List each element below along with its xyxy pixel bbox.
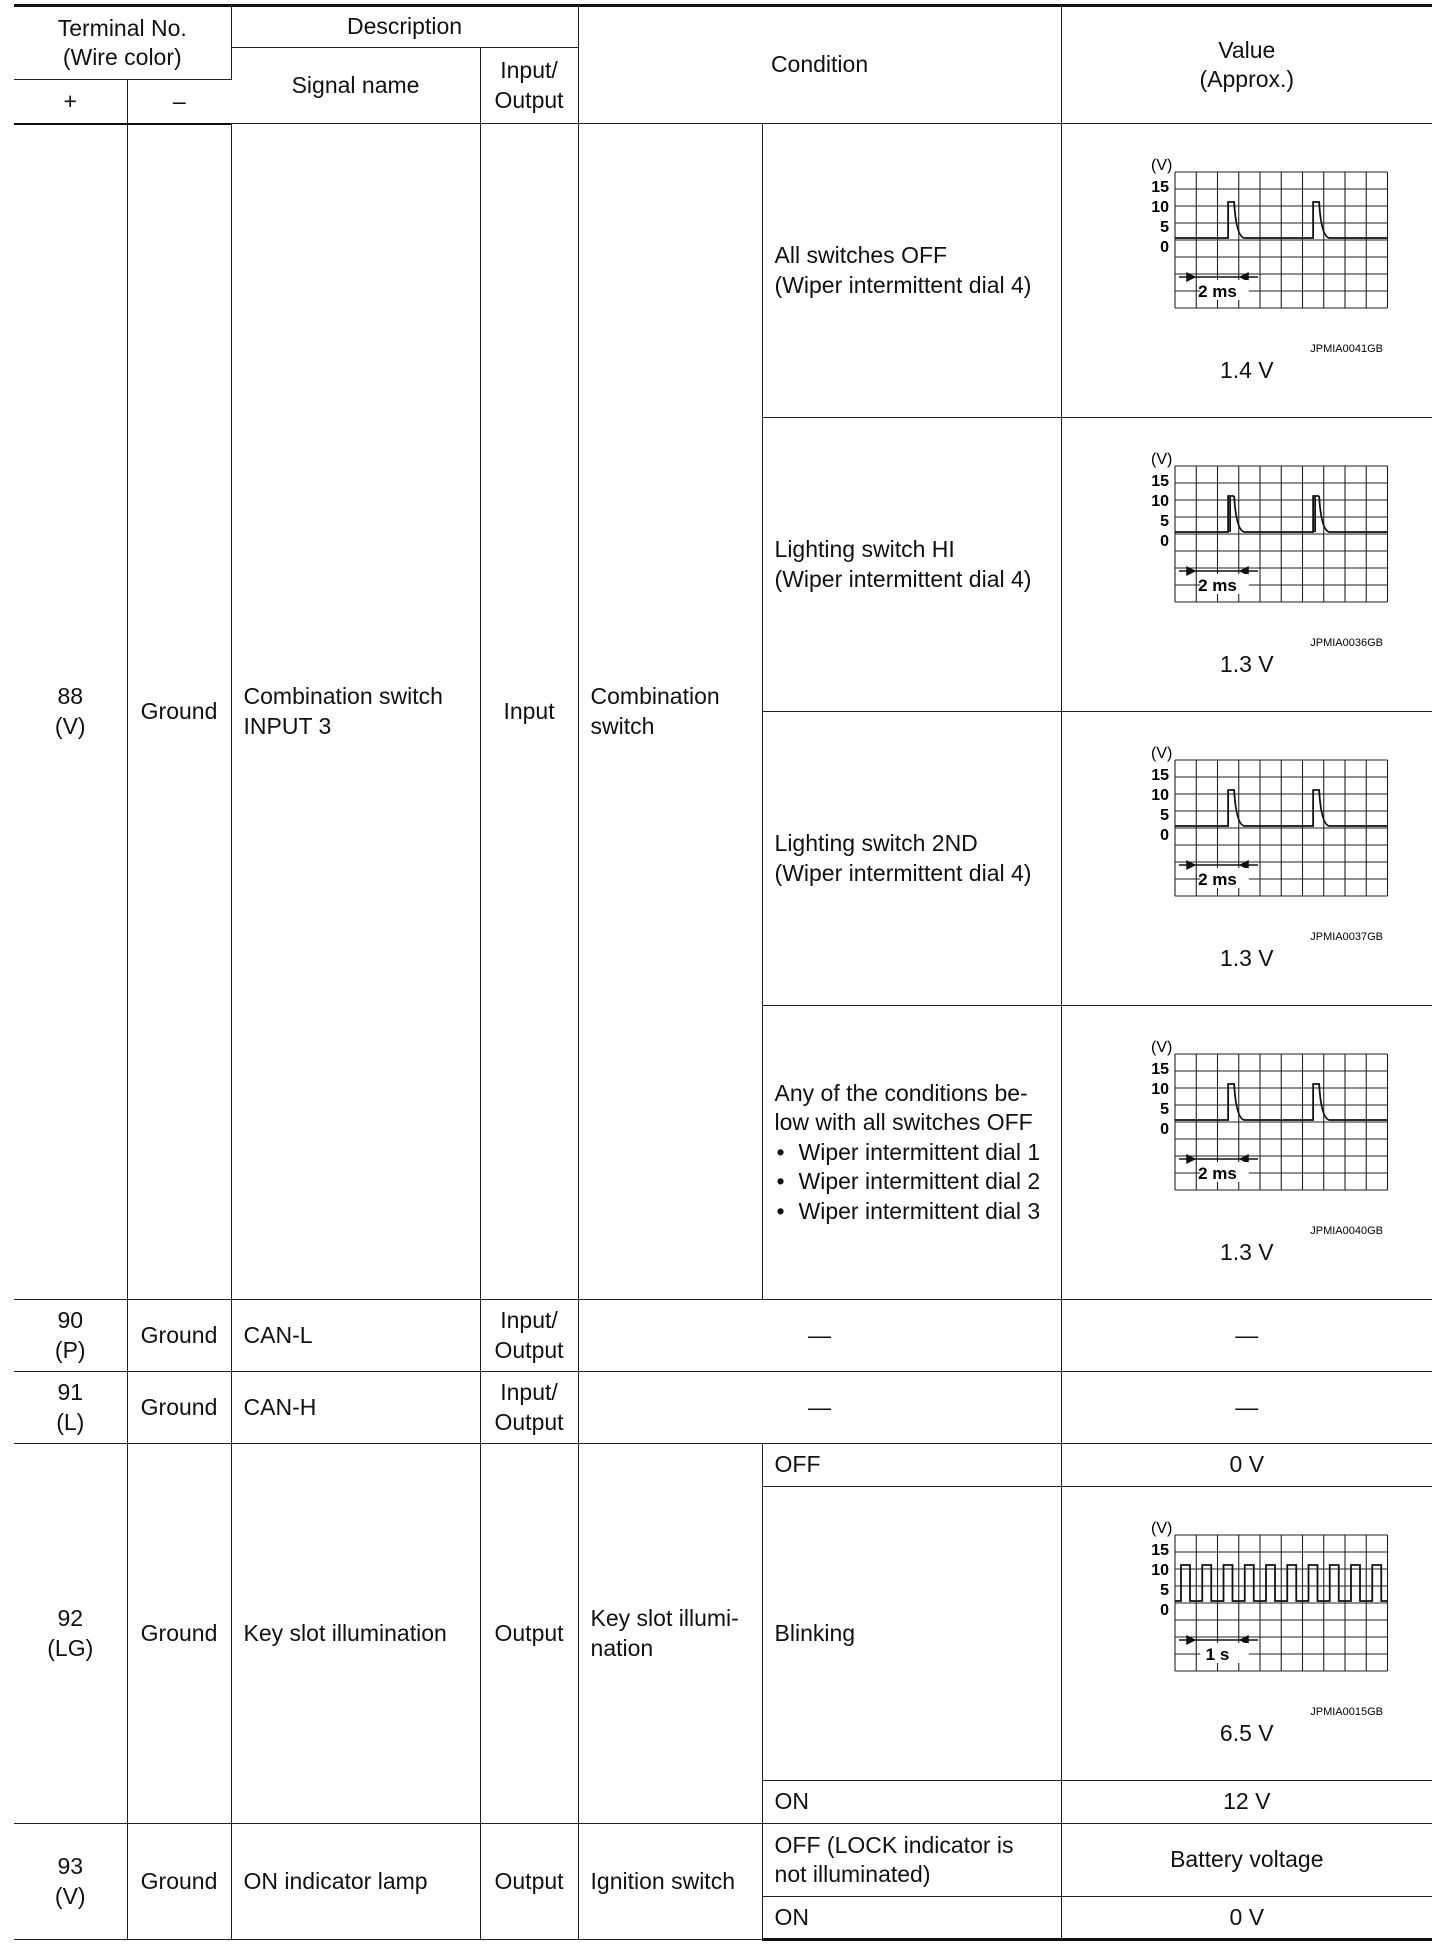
list-item: • Wiper intermittent dial 2: [775, 1167, 1049, 1196]
condition-text: ON: [762, 1781, 1061, 1824]
list-item: • Wiper intermittent dial 3: [775, 1197, 1049, 1226]
value-cell: [1061, 712, 1432, 1006]
figure-code: JPMIA0041GB: [1310, 342, 1383, 355]
input-output: Input: [480, 124, 578, 1300]
axis-tick-label: 15: [1150, 1060, 1169, 1078]
value-cell: [1061, 418, 1432, 712]
signal-name: Combination switch INPUT 3: [231, 124, 480, 1300]
list-item: • Wiper intermittent dial 1: [775, 1138, 1049, 1167]
header-description: Description: [231, 6, 578, 48]
axis-unit-label: (V): [1150, 744, 1173, 762]
axis-tick-label: 5: [1159, 512, 1169, 530]
waveform-graph: [1097, 1038, 1397, 1238]
header-terminal-no: Terminal No. (Wire color): [14, 6, 231, 80]
condition-text: —: [578, 1300, 1061, 1372]
table-row: [14, 1372, 1432, 1444]
condition-group: Combination switch: [578, 124, 762, 1300]
terminal-spec-table: [14, 4, 1432, 1941]
time-scale-label: 2 ms: [1197, 575, 1237, 595]
value-cell: [1061, 1487, 1432, 1781]
header-condition: Condition: [578, 6, 1061, 124]
ground-cell: Ground: [127, 1372, 231, 1444]
condition-text: —: [578, 1372, 1061, 1444]
value-text: 1.4 V: [1219, 356, 1274, 383]
terminal-number: 90 (P): [14, 1300, 127, 1372]
value-text: 6.5 V: [1219, 1719, 1274, 1746]
condition-bullet-list: [775, 1138, 1049, 1226]
signal-name: Key slot illumination: [231, 1444, 480, 1824]
figure-code: JPMIA0015GB: [1310, 1705, 1383, 1718]
axis-tick-label: 5: [1159, 806, 1169, 824]
condition-text: Blinking: [762, 1487, 1061, 1781]
value-text: 0 V: [1061, 1897, 1432, 1940]
axis-tick-label: 10: [1150, 492, 1169, 510]
condition-text: Any of the conditions be- low with all switches OFF • Wiper intermittent dial 1 • Wiper intermittent dial 2 • Wiper intermittent dial 3: [762, 1006, 1061, 1300]
value-text: —: [1061, 1372, 1432, 1444]
axis-unit-label: (V): [1150, 1519, 1173, 1537]
axis-tick-label: 0: [1159, 1120, 1169, 1138]
waveform-graph: [1097, 1519, 1397, 1719]
axis-tick-label: 0: [1159, 1601, 1169, 1619]
axis-tick-label: 0: [1159, 238, 1169, 256]
time-scale-label: 2 ms: [1197, 1163, 1237, 1183]
header-value: Value (Approx.): [1061, 6, 1432, 124]
table-row: [14, 124, 1432, 418]
axis-tick-label: 15: [1150, 1541, 1169, 1559]
value-text: 1.3 V: [1219, 650, 1274, 677]
value-cell: [1061, 124, 1432, 418]
signal-name: ON indicator lamp: [231, 1824, 480, 1940]
condition-text: OFF (LOCK indicator is not illuminated): [762, 1824, 1061, 1897]
header-input-output: Input/ Output: [480, 48, 578, 124]
value-text: Battery voltage: [1061, 1824, 1432, 1897]
time-scale-label: 2 ms: [1197, 869, 1237, 889]
ground-cell: Ground: [127, 1824, 231, 1940]
condition-group: Key slot illumi- nation: [578, 1444, 762, 1824]
figure-code: JPMIA0037GB: [1310, 930, 1383, 943]
input-output: Output: [480, 1824, 578, 1940]
header-minus: –: [127, 80, 231, 124]
input-output: Input/ Output: [480, 1372, 578, 1444]
waveform-graph: [1097, 450, 1397, 650]
terminal-number: 91 (L): [14, 1372, 127, 1444]
condition-text: Lighting switch 2ND (Wiper intermittent dial 4): [762, 712, 1061, 1006]
signal-name: CAN-L: [231, 1300, 480, 1372]
axis-tick-label: 5: [1159, 1100, 1169, 1118]
axis-unit-label: (V): [1150, 156, 1173, 174]
axis-tick-label: 5: [1159, 1581, 1169, 1599]
axis-tick-label: 15: [1150, 766, 1169, 784]
condition-text: OFF: [762, 1444, 1061, 1487]
axis-unit-label: (V): [1150, 1038, 1173, 1056]
header-signal-name: Signal name: [231, 48, 480, 124]
condition-group: Ignition switch: [578, 1824, 762, 1940]
condition-text: ON: [762, 1897, 1061, 1940]
ground-cell: Ground: [127, 1300, 231, 1372]
figure-code: JPMIA0036GB: [1310, 636, 1383, 649]
axis-tick-label: 10: [1150, 786, 1169, 804]
value-text: 1.3 V: [1219, 1238, 1274, 1265]
value-text: 0 V: [1061, 1444, 1432, 1487]
condition-text: Lighting switch HI (Wiper intermittent dial 4): [762, 418, 1061, 712]
axis-tick-label: 15: [1150, 472, 1169, 490]
signal-name: CAN-H: [231, 1372, 480, 1444]
table-row: [14, 1444, 1432, 1487]
axis-tick-label: 5: [1159, 218, 1169, 236]
axis-tick-label: 0: [1159, 826, 1169, 844]
axis-unit-label: (V): [1150, 450, 1173, 468]
waveform-graph: [1097, 156, 1397, 356]
figure-code: JPMIA0040GB: [1310, 1224, 1383, 1237]
value-cell: [1061, 1006, 1432, 1300]
input-output: Input/ Output: [480, 1300, 578, 1372]
waveform-graph: [1097, 744, 1397, 944]
axis-tick-label: 10: [1150, 1080, 1169, 1098]
input-output: Output: [480, 1444, 578, 1824]
time-scale-label: 2 ms: [1197, 281, 1237, 301]
axis-tick-label: 15: [1150, 178, 1169, 196]
axis-tick-label: 10: [1150, 198, 1169, 216]
terminal-number: 92 (LG): [14, 1444, 127, 1824]
value-text: 12 V: [1061, 1781, 1432, 1824]
terminal-number: 88 (V): [14, 124, 127, 1300]
ground-cell: Ground: [127, 124, 231, 1300]
value-text: 1.3 V: [1219, 944, 1274, 971]
ground-cell: Ground: [127, 1444, 231, 1824]
table-row: [14, 1300, 1432, 1372]
header-plus: +: [14, 80, 127, 124]
axis-tick-label: 0: [1159, 532, 1169, 550]
time-scale-label: 1 s: [1205, 1644, 1230, 1664]
value-text: —: [1061, 1300, 1432, 1372]
table-row: [14, 1824, 1432, 1897]
terminal-number: 93 (V): [14, 1824, 127, 1940]
condition-text: All switches OFF (Wiper intermittent dial 4): [762, 124, 1061, 418]
axis-tick-label: 10: [1150, 1561, 1169, 1579]
